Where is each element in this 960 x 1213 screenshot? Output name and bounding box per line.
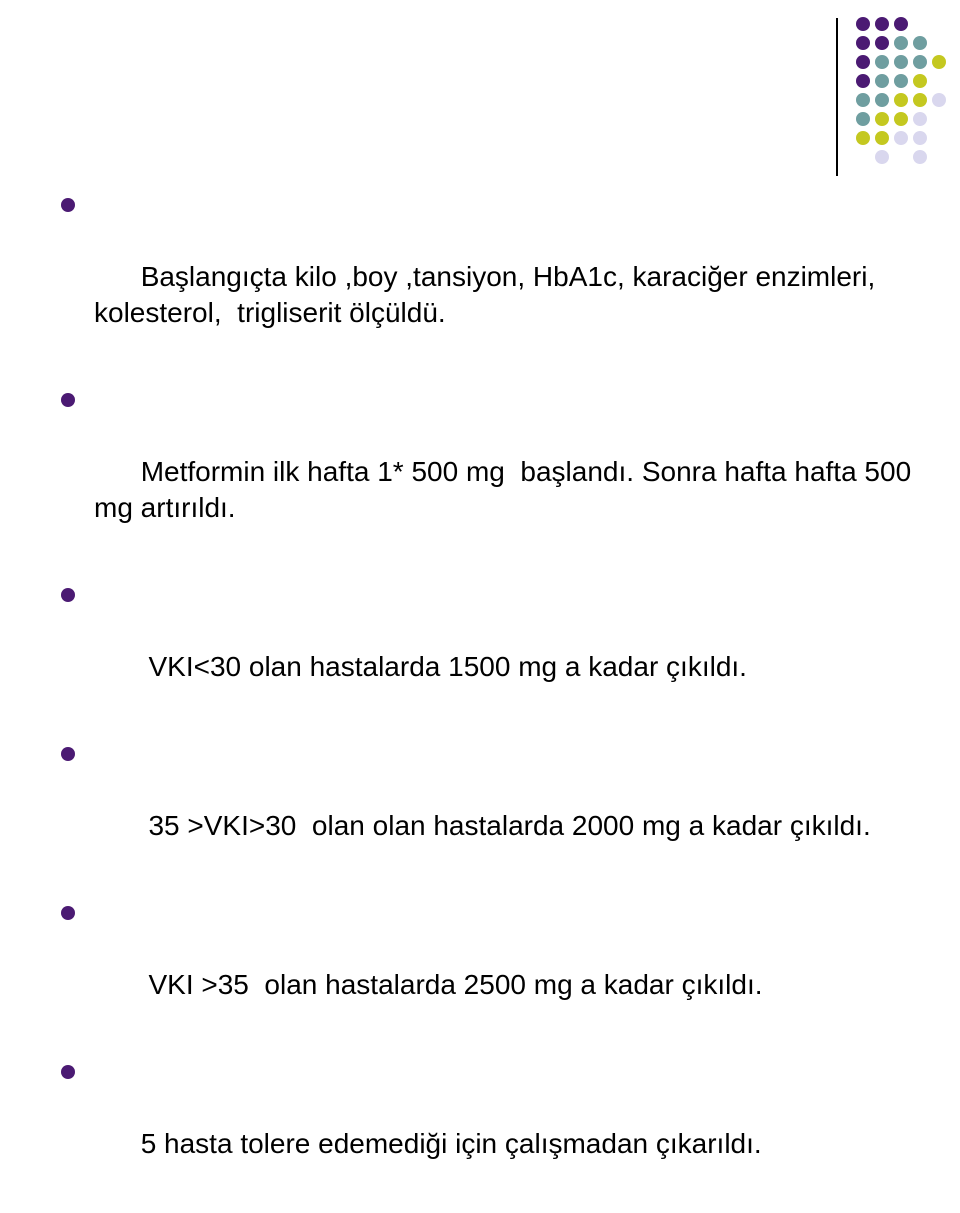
decorative-dot: [932, 93, 946, 107]
decorative-dot: [856, 74, 870, 88]
decorative-dot: [894, 112, 908, 126]
bullet-text: Başlangıçta kilo ,boy ,tansiyon, HbA1c, karaciğer enzimleri, kolesterol, trigliserit ölçüldü.: [94, 261, 884, 328]
decorative-dot: [913, 112, 927, 126]
bullet-marker: [61, 198, 75, 212]
decorative-dot: [875, 74, 889, 88]
bullet-marker: [61, 1065, 75, 1079]
bullet-item: [0, 895, 960, 1039]
bullet-item: [0, 577, 960, 721]
decorative-dot: [856, 55, 870, 69]
bullet-text: 35 >VKI>30 olan olan hastalarda 2000 mg a kadar çıkıldı.: [140, 810, 871, 841]
bullet-list: [0, 187, 960, 1213]
bullet-item: [0, 382, 960, 562]
bullet-text: Metformin ilk hafta 1* 500 mg başlandı. Sonra hafta hafta 500 mg artırıldı.: [94, 456, 919, 523]
decorative-dot: [894, 131, 908, 145]
decorative-dot: [856, 93, 870, 107]
decorative-dot: [856, 36, 870, 50]
decorative-dot: [894, 74, 908, 88]
bullet-item: [0, 736, 960, 880]
vertical-divider: [836, 18, 838, 176]
decorative-dot: [894, 93, 908, 107]
decorative-dot: [875, 55, 889, 69]
bullet-marker: [61, 588, 75, 602]
decorative-dot: [913, 131, 927, 145]
decorative-dot: [894, 55, 908, 69]
decorative-dot: [856, 17, 870, 31]
decorative-dot: [875, 93, 889, 107]
bullet-marker: [61, 393, 75, 407]
decorative-dot: [875, 131, 889, 145]
bullet-marker: [61, 747, 75, 761]
bullet-item: [0, 187, 960, 367]
decorative-dot: [894, 36, 908, 50]
bullet-text: VKI<30 olan hastalarda 1500 mg a kadar çıkıldı.: [140, 651, 747, 682]
decorative-dot: [894, 17, 908, 31]
bullet-text: VKI >35 olan hastalarda 2500 mg a kadar çıkıldı.: [140, 969, 763, 1000]
decorative-dot: [913, 150, 927, 164]
decorative-dot: [875, 150, 889, 164]
decorative-dot: [875, 36, 889, 50]
decorative-dot: [856, 131, 870, 145]
decorative-dot: [913, 93, 927, 107]
decorative-dot: [932, 55, 946, 69]
decorative-dot: [875, 112, 889, 126]
decorative-dot: [856, 112, 870, 126]
bullet-marker: [61, 906, 75, 920]
bullet-text: 5 hasta tolere edemediği için çalışmadan çıkarıldı.: [140, 1128, 762, 1159]
decorative-dot: [913, 36, 927, 50]
decorative-dot: [913, 55, 927, 69]
decorative-dot: [875, 17, 889, 31]
decorative-dot: [913, 74, 927, 88]
bullet-item: [0, 1054, 960, 1198]
